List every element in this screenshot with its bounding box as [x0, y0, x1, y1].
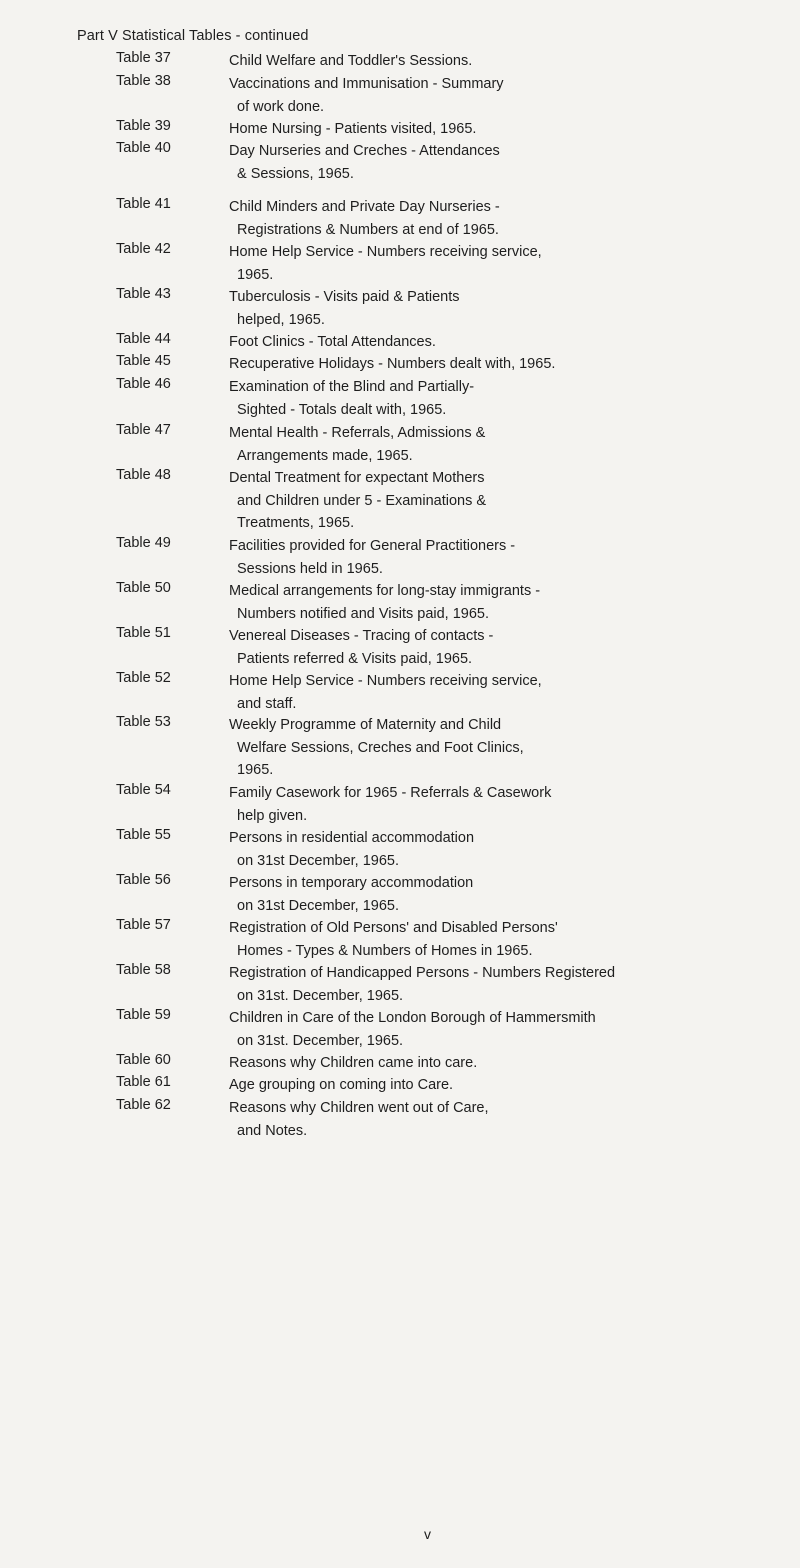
table-title-line: Day Nurseries and Creches - Attendances — [229, 143, 500, 159]
table-number: Table 60 — [116, 1052, 171, 1068]
table-title — [229, 118, 699, 141]
page-heading: Part V Statistical Tables - continued — [77, 28, 309, 44]
table-title-line: on 31st. December, 1965. — [237, 987, 404, 1004]
table-title — [229, 50, 699, 73]
table-title — [229, 625, 699, 670]
page-number: v — [424, 1526, 431, 1542]
table-title — [229, 73, 699, 118]
table-title-line: on 31st December, 1965. — [237, 897, 400, 914]
table-number: Table 40 — [116, 140, 171, 156]
table-number: Table 54 — [116, 782, 171, 798]
table-title-line: Home Help Service - Numbers receiving service, — [229, 244, 542, 260]
table-title-line: help given. — [237, 807, 308, 824]
table-number: Table 55 — [116, 827, 171, 843]
table-number: Table 43 — [116, 286, 171, 302]
table-title — [229, 670, 699, 715]
table-title — [229, 331, 699, 354]
table-title-line: Mental Health - Referrals, Admissions & — [229, 425, 486, 441]
table-number: Table 50 — [116, 580, 171, 596]
table-title — [229, 714, 699, 782]
table-title-line: Child Minders and Private Day Nurseries - — [229, 199, 500, 215]
table-number: Table 58 — [116, 962, 171, 978]
table-title-line: Registration of Old Persons' and Disabled Persons' — [229, 920, 558, 936]
table-title-line: Child Welfare and Toddler's Sessions. — [229, 53, 473, 69]
table-title — [229, 580, 699, 625]
table-number: Table 47 — [116, 422, 171, 438]
table-title-line: Examination of the Blind and Partially- — [229, 379, 475, 395]
table-title-line: Home Help Service - Numbers receiving service, — [229, 673, 542, 689]
table-title — [229, 241, 699, 286]
table-number: Table 37 — [116, 50, 171, 66]
table-number: Table 42 — [116, 241, 171, 257]
table-number: Table 45 — [116, 353, 171, 369]
table-number: Table 59 — [116, 1007, 171, 1023]
table-title-line: Treatments, 1965. — [237, 515, 355, 531]
table-title — [229, 467, 699, 535]
table-number: Table 53 — [116, 714, 171, 730]
table-title — [229, 962, 699, 1007]
table-title-line: and staff. — [237, 695, 297, 712]
table-number: Table 46 — [116, 376, 171, 392]
table-number: Table 56 — [116, 872, 171, 888]
table-title — [229, 196, 699, 241]
table-title-line: 1965. — [237, 266, 274, 283]
table-title-line: Numbers notified and Visits paid, 1965. — [237, 605, 490, 622]
table-number: Table 41 — [116, 196, 171, 212]
table-title-line: Sighted - Totals dealt with, 1965. — [237, 401, 447, 418]
table-title-line: and Children under 5 - Examinations & — [237, 492, 487, 509]
table-title-line: Family Casework for 1965 - Referrals & Casework — [229, 785, 552, 801]
table-title-line: Age grouping on coming into Care. — [229, 1077, 454, 1093]
table-number: Table 51 — [116, 625, 171, 641]
table-title-line: helped, 1965. — [237, 311, 325, 328]
table-title-line: Foot Clinics - Total Attendances. — [229, 334, 436, 350]
table-title-line: Persons in residential accommodation — [229, 830, 475, 846]
table-title — [229, 1074, 699, 1097]
table-title — [229, 535, 699, 580]
table-number: Table 49 — [116, 535, 171, 551]
table-title-line: Registrations & Numbers at end of 1965. — [237, 221, 499, 238]
table-number: Table 44 — [116, 331, 171, 347]
table-number: Table 57 — [116, 917, 171, 933]
table-title-line: Persons in temporary accommodation — [229, 875, 474, 891]
table-title-line: Arrangements made, 1965. — [237, 447, 413, 464]
table-title — [229, 917, 699, 962]
table-title-line: Facilities provided for General Practitioners - — [229, 538, 516, 554]
table-title — [229, 782, 699, 827]
table-title — [229, 1052, 699, 1075]
table-title-line: Medical arrangements for long-stay immigrants - — [229, 583, 541, 599]
table-title-line: Sessions held in 1965. — [237, 560, 383, 577]
table-title — [229, 376, 699, 421]
table-number: Table 62 — [116, 1097, 171, 1113]
table-title-line: Dental Treatment for expectant Mothers — [229, 470, 485, 486]
table-title-line: Reasons why Children went out of Care, — [229, 1100, 489, 1116]
table-title-line: Home Nursing - Patients visited, 1965. — [229, 121, 477, 137]
table-title-line: Patients referred & Visits paid, 1965. — [237, 650, 473, 667]
table-title-line: of work done. — [237, 98, 325, 115]
table-title — [229, 140, 699, 185]
table-title — [229, 1097, 699, 1142]
table-title — [229, 827, 699, 872]
table-number: Table 48 — [116, 467, 171, 483]
table-title — [229, 353, 699, 376]
table-number: Table 61 — [116, 1074, 171, 1090]
table-title-line: Children in Care of the London Borough of Hammersmith — [229, 1010, 596, 1026]
table-number: Table 39 — [116, 118, 171, 134]
table-title-line: Registration of Handicapped Persons - Numbers Registered — [229, 965, 616, 981]
table-title-line: Recuperative Holidays - Numbers dealt with, 1965. — [229, 356, 556, 372]
table-title-line: Welfare Sessions, Creches and Foot Clinics, — [237, 739, 524, 756]
table-title-line: Weekly Programme of Maternity and Child — [229, 717, 502, 733]
table-title-line: Venereal Diseases - Tracing of contacts - — [229, 628, 494, 644]
table-number: Table 38 — [116, 73, 171, 89]
table-title-line: & Sessions, 1965. — [237, 165, 354, 182]
table-title-line: Homes - Types & Numbers of Homes in 1965. — [237, 942, 533, 959]
table-title-line: on 31st December, 1965. — [237, 852, 400, 869]
table-title-line: and Notes. — [237, 1122, 308, 1139]
table-number: Table 52 — [116, 670, 171, 686]
table-title — [229, 286, 699, 331]
table-title-line: 1965. — [237, 762, 274, 778]
table-title-line: Tuberculosis - Visits paid & Patients — [229, 289, 460, 305]
table-title-line: Reasons why Children came into care. — [229, 1055, 478, 1071]
table-title — [229, 872, 699, 917]
table-title-line: Vaccinations and Immunisation - Summary — [229, 76, 504, 92]
table-title — [229, 1007, 699, 1052]
table-title — [229, 422, 699, 467]
table-title-line: on 31st. December, 1965. — [237, 1032, 404, 1049]
